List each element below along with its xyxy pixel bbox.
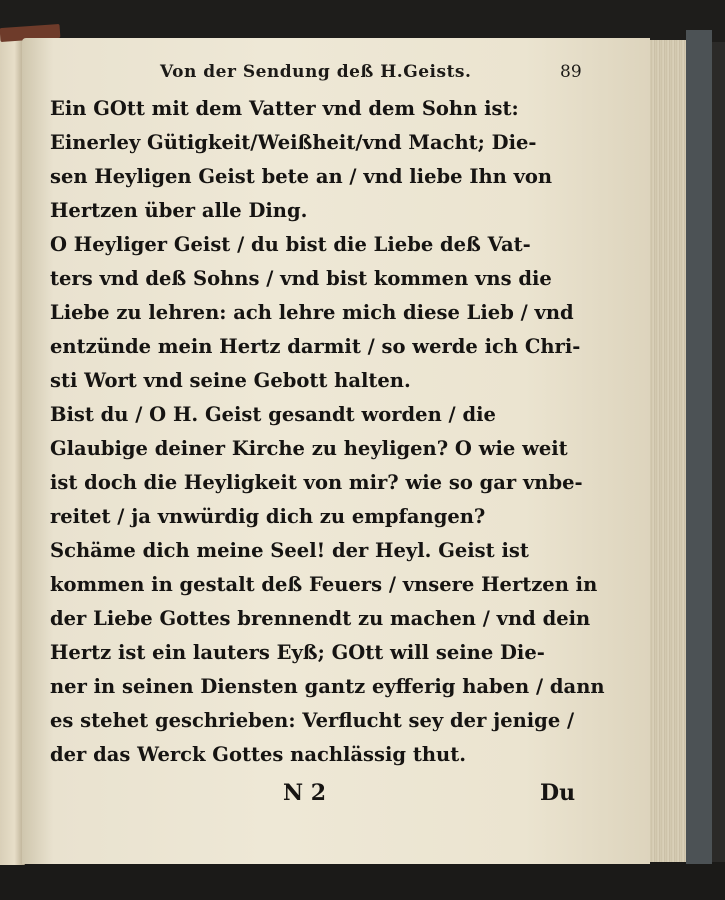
text-line: Ein GOtt mit dem Vatter vnd dem Sohn ist: <box>50 97 519 120</box>
text-line: sti Wort vnd seine Gebott halten. <box>50 369 411 392</box>
text-line: Einerley Gütigkeit/Weißheit/vnd Macht; Die- <box>50 131 537 154</box>
text-line: Schäme dich meine Seel! der Heyl. Geist ist <box>50 539 529 562</box>
body-text <box>50 92 610 772</box>
page-header <box>160 62 580 88</box>
page-number: 89 <box>560 62 582 82</box>
book-spine <box>686 30 712 864</box>
catchword: Du <box>540 780 576 806</box>
text-line: kommen in gestalt deß Feuers / vnsere Hertzen in <box>50 573 598 596</box>
text-line: der das Werck Gottes nachlässig thut. <box>50 743 467 766</box>
text-line: Liebe zu lehren: ach lehre mich diese Lieb / vnd <box>50 301 574 324</box>
text-line: ist doch die Heyligkeit von mir? wie so gar vnbe- <box>50 471 583 494</box>
text-line: ner in seinen Diensten gantz eyfferig haben / dann <box>50 675 605 698</box>
text-line: ters vnd deß Sohns / vnd bist kommen vns die <box>50 267 552 290</box>
text-line: der Liebe Gottes brennendt zu machen / vnd dein <box>50 607 591 630</box>
background-bottom <box>0 862 725 900</box>
text-line: sen Heyligen Geist bete an / vnd liebe Ihn von <box>50 165 553 188</box>
text-line: Hertzen über alle Ding. <box>50 199 308 222</box>
text-line: Bist du / O H. Geist gesandt worden / die <box>50 403 496 426</box>
text-line: Hertz ist ein lauters Eyß; GOtt will seine Die- <box>50 641 545 664</box>
text-line: Glaubige deiner Kirche zu heyligen? O wie weit <box>50 437 568 460</box>
text-line: entzünde mein Hertz darmit / so werde ich Chri- <box>50 335 581 358</box>
text-line: O Heyliger Geist / du bist die Liebe deß Vat- <box>50 233 531 256</box>
text-line: reitet / ja vnwürdig dich zu empfangen? <box>50 505 486 528</box>
text-line: es stehet geschrieben: Verflucht sey der jenige / <box>50 709 575 732</box>
page-edges <box>650 40 686 862</box>
signature-mark: N 2 <box>283 780 327 806</box>
running-title: Von der Sendung deß H.Geists. <box>160 62 472 82</box>
background-top <box>0 0 725 42</box>
